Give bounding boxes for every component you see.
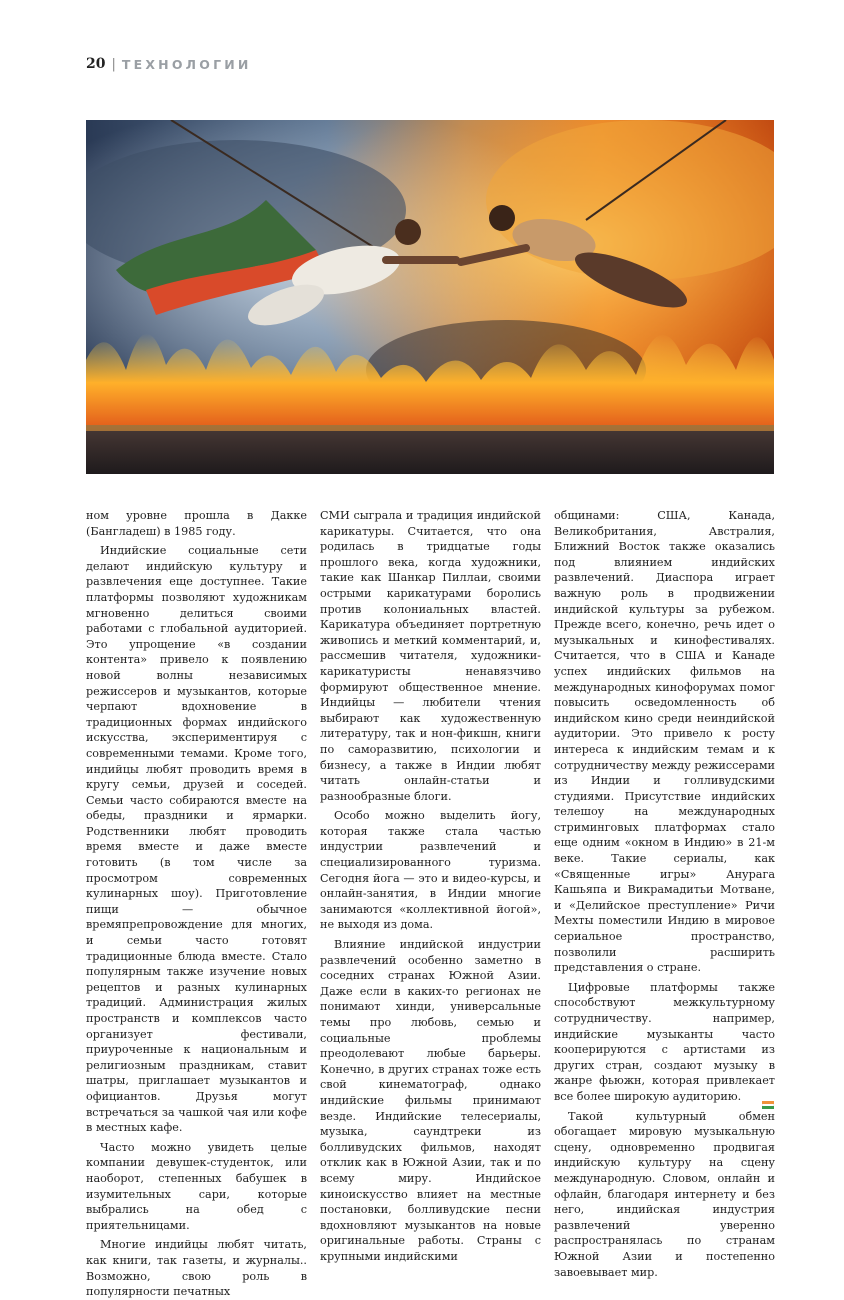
text-column-3 — [554, 508, 775, 1279]
text-column-1 — [86, 508, 307, 1299]
paragraph: Многие индийцы любят читать, как книги, так газеты, и журналы.. Возможно, свою роль в популярности печатных — [86, 1238, 307, 1299]
section-title: ТЕХНОЛОГИИ — [121, 56, 252, 72]
paragraph: Цифровые платформы также способствуют межкультурному сотрудничеству. например, индийские музыканты часто кооперируются с артистами из других стран, создают музыку в жанре фьюжн, которая привлекает все более широкую аудиторию. — [554, 980, 775, 1103]
paragraph: Особо можно выделить йогу, которая также стала частью индустрии развлечений и специализированного туризма. Сегодня йога — это и видео-курсы, и онлайн-занятия, в Индии многие занимаются «коллективной йогой», не выходя из дома. — [320, 809, 541, 932]
paragraph: Индийские социальные сети делают индийскую культуру и развлечения еще доступнее. Такие платформы позволяют художникам мгновенно делиться своими работами с глобальной аудиторией. Это упрощение «в создании контента» привело к появлению новой волны независимых режиссеров и музыкантов, которые черпают вдохновение в традиционных формах индийского искусства, экспериментируя с современными темами. Кроме того, индийцы любят проводить время в кругу семьи, друзей и соседей. Семьи часто собираются вместе на обеды, праздники и ярмарки. Родственники любят проводить время вместе и даже вместе готовить (в том числе за просмотром современных кулинарных шоу). Приготовление пищи — обычное времяпрепровождение для многих, и семьи часто готовят традиционные блюда вместе. Стало популярным также изучение новых рецептов и разных кулинарных традиций. Администрация жилых пространств и комплексов часто организует фестивали, приуроченные к национальным и религиозным праздникам, ставит шатры, приглашает музыкантов и официантов. Друзья могут встречаться за чашкой чая или кофе в местных кафе. — [86, 544, 307, 1135]
page-header — [86, 56, 252, 72]
india-flag-icon — [762, 1101, 774, 1109]
paragraph: ном уровне прошла в Дакке (Бангладеш) в 1985 году. — [86, 509, 307, 538]
header-separator: | — [111, 56, 116, 72]
paragraph: СМИ сыграла и традиция индийской карикатуры. Считается, что она родилась в тридцатые годы прошлого века, когда художники, такие как Шанкар Пиллаи, своими острыми карикатурами боролись против колониальных властей. Карикатура объединяет портретную живопись и меткий комментарий, и, рассмешив читателя, художники-карикатуристы ненавязчиво формируют общественное мнение. Индийцы — любители чтения выбирают как художественную литературу, так и нон-фикшн, книги по саморазвитию, психологии и бизнесу, а также в Индии любят читать онлайн-статьи и разнообразные блоги. — [320, 509, 541, 803]
paragraph: Влияние индийской индустрии развлечений особенно заметно в соседних странах Южной Азии. Даже если в каких-то регионах не понимают хинди, универсальные темы про любовь, семью и социальные проблемы преодолевают любые барьеры. Конечно, в других странах тоже есть свой кинематограф, однако индийские фильмы принимают везде. Индийские телесериалы, музыка, саундтреки из болливудских фильмов, находят отклик как в Южной Азии, так и по всему миру. Индийское киноискусство влияет на местные постановки, болливудские песни вдохновляют музыкантов на новые оригинальные работы. Страны с крупными индийскими — [320, 938, 541, 1263]
page-number: 20 — [86, 56, 106, 72]
paragraph: Такой культурный обмен обогащает мировую музыкальную сцену, одновременно продвигая индийскую культуру на сцену международную. Словом, онлайн и офлайн, благодаря интернету и без него, индийская индустрия развлечений уверенно распространялась по странам Южной Азии и постепенно завоевывает мир. — [554, 1109, 775, 1279]
paragraph: общинами: США, Канада, Великобритания, Австралия, Ближний Восток также оказались под влиянием индийских развлечений. Диаспора играет важную роль в продвижении индийской культуры за рубежом. Прежде всего, конечно, речь идет о музыкальных и кинофестивалях. Считается, что в США и Канаде успех индийских фильмов на международных кинофорумах помог повысить осведомленность об индийском кино среди неиндийской аудитории. Это привело к росту интереса к индийским темам и к сотрудничеству между режиссерами из Индии и голливудскими студиями. Присутствие индийских телешоу на международных стриминговых платформах стало еще одним «окном в Индию» в 21-м веке. Такие сериалы, как «Священные игры» Анурага Кашьяпа и Викрамадитьи Мотване, и «Делийское преступление» Ричи Мехты поместили Индию в мировое сериальное пространство, позволили расширить представления о стране. — [554, 509, 775, 975]
article-body — [86, 508, 775, 1299]
text-column-2 — [320, 508, 541, 1263]
paragraph: Часто можно увидеть целые компании девушек-студенток, или наоборот, степенных бабушек в изумительных сари, которые выбрались на обед с приятельницами. — [86, 1140, 307, 1232]
hero-image — [86, 120, 774, 474]
movie-poster-image — [86, 120, 774, 474]
